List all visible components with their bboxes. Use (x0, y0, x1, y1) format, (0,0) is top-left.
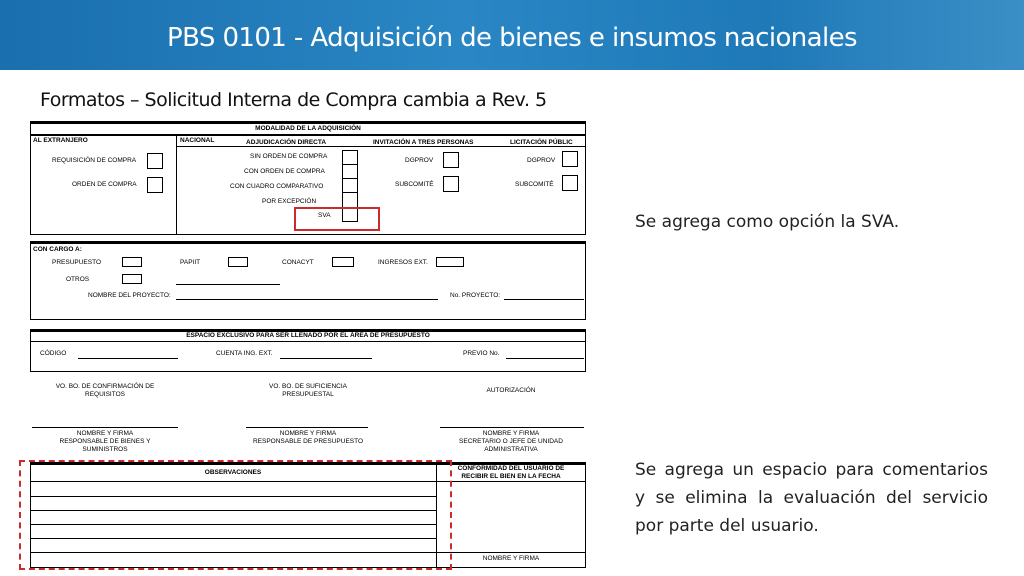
orden-compra-checkbox[interactable] (147, 177, 163, 193)
con-cuadro-label: CON CUADRO COMPARATIVO (230, 183, 324, 190)
firma-label-3: NOMBRE Y FIRMA (482, 430, 540, 437)
conacyt-label: CONACYT (282, 259, 314, 266)
sva-label: SVA (318, 212, 331, 219)
responsable-presupuesto: RESPONSABLE DE PRESUPUESTO (252, 438, 364, 445)
dgprov-checkbox-1[interactable] (443, 152, 459, 168)
presupuesto-checkbox[interactable] (122, 257, 142, 267)
secretario-line-2: ADMINISTRATIVA (484, 446, 538, 453)
extranjero-label: AL EXTRANJERO (33, 137, 88, 144)
previo-line[interactable] (506, 358, 584, 359)
conformidad-firma: NOMBRE Y FIRMA (482, 555, 540, 562)
req-compra-checkbox[interactable] (147, 153, 163, 169)
conacyt-checkbox[interactable] (332, 257, 354, 267)
no-proyecto-label: No. PROYECTO: (450, 292, 501, 299)
signature-line (440, 427, 584, 428)
papiit-label: PAPIIT (180, 259, 201, 266)
vobo-suficiencia-line-2: PRESUPUESTAL (282, 391, 334, 398)
observaciones-heading: OBSERVACIONES (204, 469, 262, 476)
req-compra-label: REQUISICIÓN DE COMPRA (52, 157, 137, 164)
firma-label-1: NOMBRE Y FIRMA (76, 430, 134, 437)
conformidad-line-2: RECIBIR EL BIEN EN LA FECHA (461, 473, 561, 480)
licitacion-label: LICITACIÓN PÚBLIC (510, 139, 573, 146)
otros-checkbox[interactable] (122, 274, 142, 284)
cuenta-label: CUENTA ING. EXT. (216, 350, 273, 357)
dgprov-label-1: DGPROV (405, 157, 434, 164)
cuenta-line[interactable] (280, 358, 372, 359)
autorizacion-label: AUTORIZACIÓN (486, 387, 536, 394)
cargo-heading: CON CARGO A: (33, 246, 82, 253)
observaciones-highlight-box (19, 460, 452, 570)
dgprov-checkbox-2[interactable] (562, 151, 578, 167)
cargo-section (30, 243, 586, 320)
checkbox-divider (342, 178, 358, 179)
presupuesto-heading: ESPACIO EXCLUSIVO PARA SER LLENADO POR EL ÁREA DE PRESUPUESTO (186, 332, 430, 339)
vobo-requisitos-line-2: REQUISITOS (85, 391, 125, 398)
subcomite-checkbox-1[interactable] (443, 176, 459, 192)
otros-label: OTROS (66, 276, 90, 283)
presupuesto-label: PRESUPUESTO (52, 259, 102, 266)
signature-line (246, 427, 368, 428)
subcomite-label-2: SUBCOMITÉ (515, 181, 554, 188)
modalidad-heading: MODALIDAD DE LA ADQUISICIÓN (255, 125, 361, 132)
codigo-line[interactable] (78, 358, 178, 359)
responsable-bienes-line-2: SUMINISTROS (82, 446, 128, 453)
codigo-label: CÓDIGO (40, 350, 67, 357)
nombre-proyecto-line[interactable] (176, 299, 438, 300)
previo-label: PREVIO No. (463, 350, 500, 357)
secretario-line-1: SECRETARIO O JEFE DE UNIDAD (459, 438, 563, 445)
ingresos-label: INGRESOS EXT. (378, 259, 428, 266)
subcomite-checkbox-2[interactable] (562, 175, 578, 191)
papiit-checkbox[interactable] (228, 257, 248, 267)
ingresos-checkbox[interactable] (436, 257, 464, 267)
nombre-proyecto-label: NOMBRE DEL PROYECTO: (88, 292, 171, 299)
checkbox-divider (342, 192, 358, 193)
sva-highlight-box (294, 207, 380, 231)
section-border (30, 342, 31, 372)
dgprov-label-2: DGPROV (527, 157, 556, 164)
note-sva: Se agrega como opción la SVA. (635, 212, 900, 232)
nacional-label: NACIONAL (180, 137, 215, 144)
section-border (585, 342, 586, 372)
column-divider (176, 135, 177, 235)
slide-title: PBS 0101 - Adquisición de bienes e insumos nacionales (167, 23, 857, 53)
invitacion-label: INVITACIÓN A TRES PERSONAS (373, 139, 474, 146)
subcomite-label-1: SUBCOMITÉ (395, 181, 434, 188)
checkbox-divider (342, 164, 358, 165)
por-excepcion-label: POR EXCEPCIÓN (262, 198, 317, 205)
no-proyecto-line[interactable] (504, 299, 584, 300)
responsable-bienes-line-1: RESPONSABLE DE BIENES Y (59, 438, 151, 445)
slide-subtitle: Formatos – Solicitud Interna de Compra cambia a Rev. 5 (40, 89, 547, 111)
adjudicacion-label: ADJUDICACIÓN DIRECTA (246, 139, 327, 146)
section-border (30, 371, 586, 372)
note-observaciones: Se agrega un espacio para comentarios y se elimina la evaluación del servicio por parte del usuario. (635, 460, 988, 536)
orden-compra-label: ORDEN DE COMPRA (72, 181, 137, 188)
sin-orden-label: SIN ORDEN DE COMPRA (250, 153, 328, 160)
vobo-requisitos-line-1: VO. BO. DE CONFIRMACIÓN DE (55, 383, 155, 390)
vobo-suficiencia-line-1: VO. BO. DE SUFICIENCIA (268, 383, 347, 390)
firma-label-2: NOMBRE Y FIRMA (279, 430, 337, 437)
con-orden-label: CON ORDEN DE COMPRA (244, 168, 325, 175)
signature-line (32, 427, 178, 428)
otros-line (176, 284, 280, 285)
conformidad-line-1: CONFORMIDAD DEL USUARIO DE (457, 465, 565, 472)
